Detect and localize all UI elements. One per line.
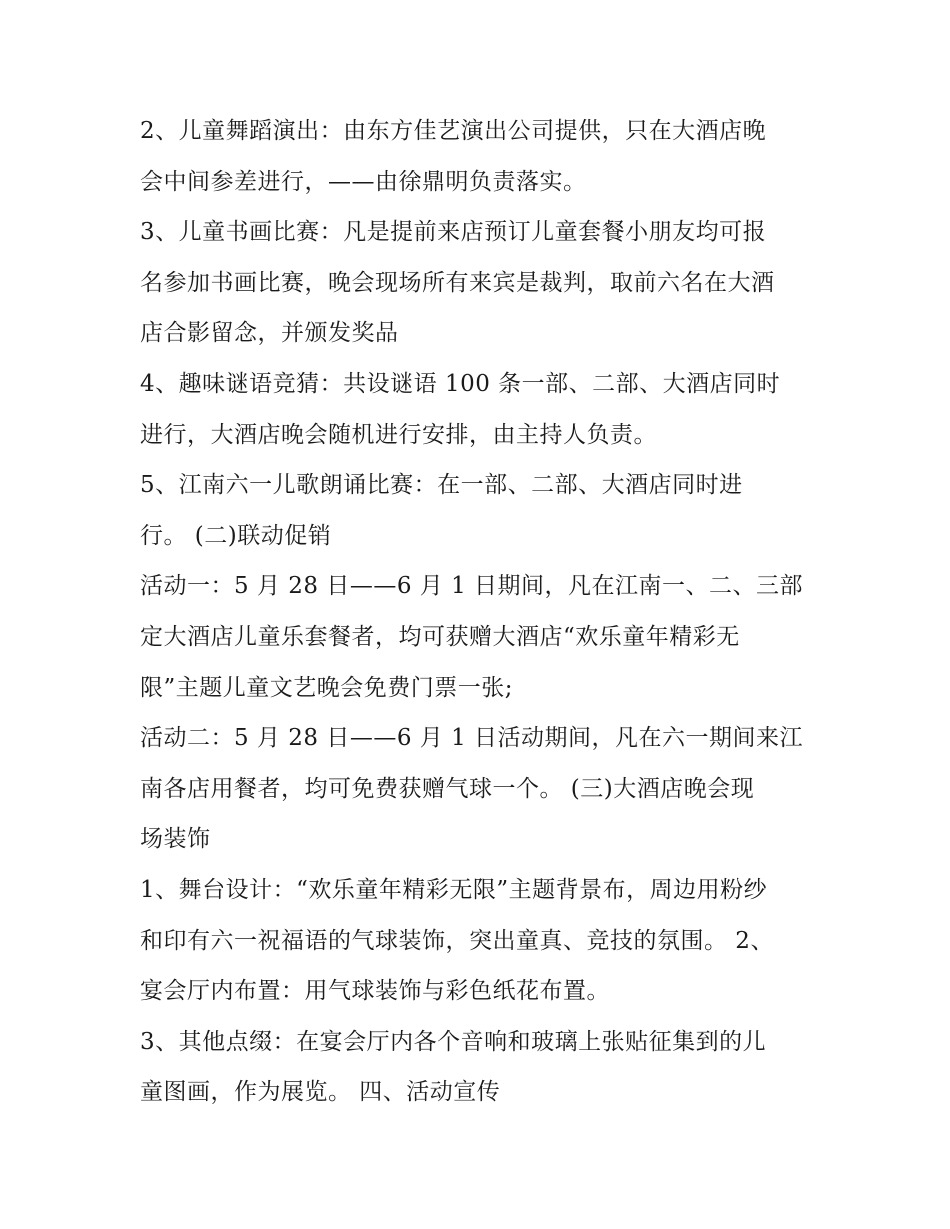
text-line: 行。 (二)联动促销 bbox=[140, 522, 332, 549]
text-line: 3、儿童书画比赛：凡是提前来店预订儿童套餐小朋友均可报 bbox=[140, 219, 767, 246]
text-line: 4、趣味谜语竞猜：共设谜语 100 条一部、二部、大酒店同时 bbox=[140, 370, 781, 397]
text-line: 店合影留念，并颁发奖品 bbox=[140, 320, 399, 347]
text-line: 2、儿童舞蹈演出：由东方佳艺演出公司提供，只在大酒店晚 bbox=[140, 118, 767, 144]
text-line: 限”主题儿童文艺晚会免费门票一张; bbox=[140, 674, 514, 701]
text-line: 3、其他点缀：在宴会厅内各个音响和玻璃上张贴征集到的儿 bbox=[140, 1028, 767, 1055]
document-body bbox=[140, 106, 820, 1118]
text-line: 南各店用餐者，均可免费获赠气球一个。 (三)大酒店晚会现 bbox=[140, 775, 755, 802]
text-line: 进行，大酒店晚会随机进行安排，由主持人负责。 bbox=[140, 421, 657, 448]
text-line: 场装饰 bbox=[140, 826, 211, 853]
text-line: 童图画，作为展览。 四、活动宣传 bbox=[140, 1079, 501, 1106]
text-line: 1、舞台设计：“欢乐童年精彩无限”主题背景布，周边用粉纱 bbox=[140, 876, 768, 903]
text-line: 5、江南六一儿歌朗诵比赛：在一部、二部、大酒店同时进 bbox=[140, 472, 743, 499]
text-line: 名参加书画比赛，晚会现场所有来宾是裁判，取前六名在大酒 bbox=[140, 269, 775, 296]
text-line: 活动二：5 月 28 日——6 月 1 日活动期间，凡在六一期间来江 bbox=[140, 725, 804, 752]
text-line: 定大酒店儿童乐套餐者，均可获赠大酒店“欢乐童年精彩无 bbox=[140, 623, 740, 650]
text-line: 会中间参差进行，——由徐鼎明负责落实。 bbox=[140, 168, 587, 195]
text-line: 宴会厅内布置：用气球装饰与彩色纸花布置。 bbox=[140, 978, 610, 1005]
text-line: 活动一：5 月 28 日——6 月 1 日期间，凡在江南一、二、三部 bbox=[140, 573, 804, 600]
text-line: 和印有六一祝福语的气球装饰，突出童真、竞技的氛围。 2、 bbox=[140, 927, 774, 954]
